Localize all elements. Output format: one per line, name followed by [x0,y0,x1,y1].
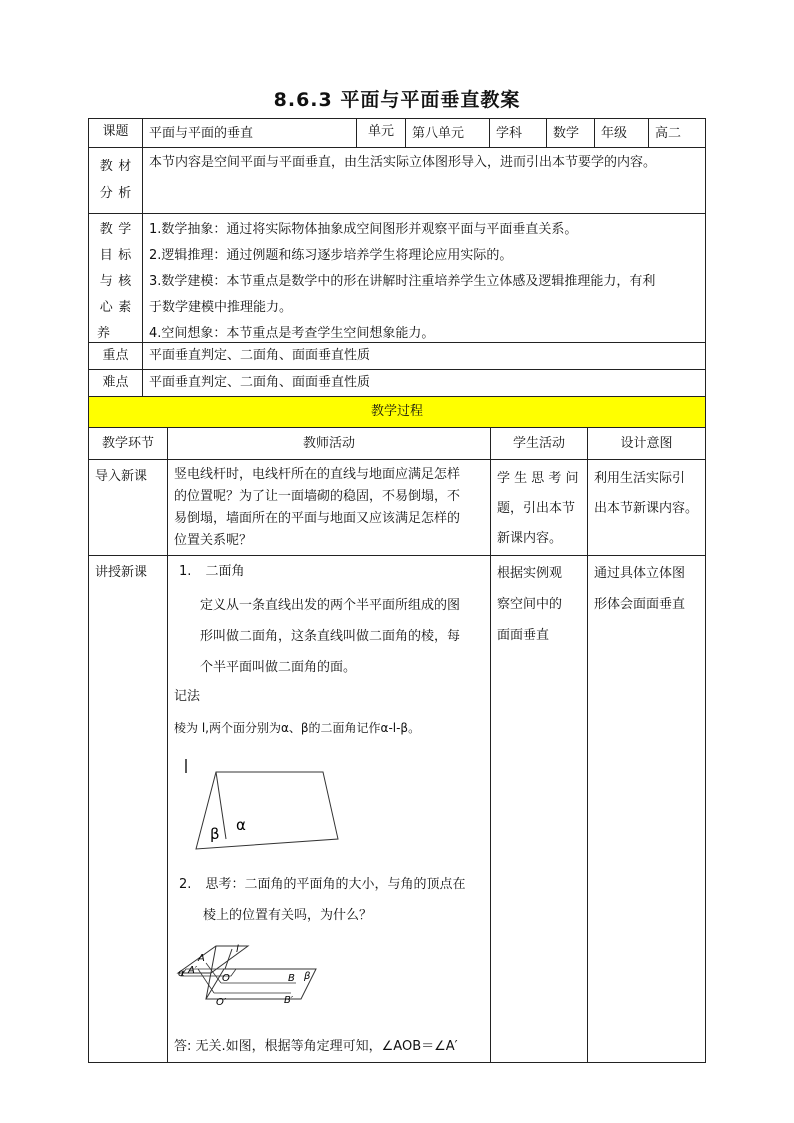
label-char: 析 [118,185,132,201]
goals-label [88,213,143,343]
unit-label: 单元 [356,118,406,148]
a-label: A [198,953,205,964]
beta-label: β [210,825,220,843]
item-title: 二面角 [205,564,245,579]
text-line: 根据实例观 [497,566,563,581]
header-student: 学生活动 [490,427,588,460]
alpha-label: α [236,816,246,834]
text-line: 利用生活实际引 [594,471,686,486]
goal-line: 4.空间想象：本节重点是考查学生空间想象能力。 [149,326,435,341]
goal-line: 3.数学建模：本节重点是数学中的形在讲解时注重培养学生立体感及逻辑推理能力，有利 [149,274,656,289]
label-char: 教 [99,159,113,174]
difficulties-label: 难点 [88,369,143,397]
page-title: 8.6.3 平面与平面垂直教案 [273,89,521,111]
lecture-stage: 讲授新课 [88,555,168,1063]
text-line: 学 生 思 考 问 [497,471,579,486]
header-intent: 设计意图 [587,427,706,460]
text-line: 察空间中的 [497,597,563,612]
text-line: 易倒塌，墙面所在的平面与地面又应该满足怎样的 [174,511,461,526]
intro-student [490,459,588,556]
dihedral-figure [178,754,348,854]
text-line: 形叫做二面角，这条直线叫做二面角的棱，每 [200,629,461,644]
text-line: 面面垂直 [497,628,550,643]
key-points-text: 平面垂直判定、二面角、面面垂直性质 [142,342,706,370]
answer-text: 答: 无关.如图，根据等角定理可知，∠AOB＝∠A′ [174,1039,458,1054]
b-label: B [288,973,295,984]
item2-header [179,872,466,898]
label-char: 核 [118,274,132,289]
label-char: 与 [99,274,113,289]
text-line: 出本节新课内容。 [594,501,699,516]
a-prime-label: A′ [188,965,198,976]
alpha-label: α [178,968,185,979]
analysis-label [88,147,143,214]
lecture-teacher [167,555,491,1063]
plane-angle-figure [176,941,326,1011]
grade-label: 年级 [594,118,649,148]
notation-text: 棱为 l,两个面分别为α、β的二面角记作α-l-β。 [174,721,421,735]
o-prime-label: O′ [216,997,227,1008]
text-line: 思考：二面角的平面角的大小，与角的顶点在 [205,877,466,892]
header-teacher: 教师活动 [167,427,491,460]
goal-line: 2.逻辑推理：通过例题和练习逐步培养学生将理论应用实际的。 [149,248,513,263]
label-char: 材 [118,159,132,174]
key-points-label: 重点 [88,342,143,370]
text-line: 形体会面面垂直 [594,597,686,612]
o-label: O [222,973,230,984]
lecture-intent [587,555,706,1063]
grade-value: 高二 [648,118,706,148]
goal-line: 于数学建模中推理能力。 [149,300,293,315]
topic-value: 平面与平面的垂直 [142,118,357,148]
intro-teacher [167,459,491,556]
l-label: l [236,944,239,955]
label-char: 素 [118,300,132,315]
label-char: 教 [99,222,113,237]
difficulties-text: 平面垂直判定、二面角、面面垂直性质 [142,369,706,397]
b-prime-label: B′ [284,995,294,1006]
notation-title: 记法 [174,689,201,704]
label-char: 分 [99,185,113,201]
process-title: 教学过程 [88,396,706,428]
lecture-student [490,555,588,1063]
item-number: 1. [179,564,192,579]
text-line: 棱上的位置有关吗，为什么？ [203,908,373,923]
intro-stage: 导入新课 [88,459,168,556]
analysis-text: 本节内容是空间平面与平面垂直，由生活实际立体图形导入，进而引出本节要学的内容。 [142,147,706,214]
subject-label: 学科 [489,118,547,148]
text-line: 的位置呢？为了让一面墙砌的稳固，不易倒塌，不 [174,489,461,504]
goal-line: 1.数学抽象：通过将实际物体抽象成空间图形并观察平面与平面垂直关系。 [149,222,578,237]
text-line: 通过具体立体图 [594,566,686,581]
text-line: 定义从一条直线出发的两个半平面所组成的图 [200,598,461,613]
label-char: 目 [99,248,113,263]
text-line: 个半平面叫做二面角的面。 [200,660,357,675]
topic-label: 课题 [88,118,143,148]
label-char: 标 [118,248,132,263]
label-char: 学 [118,222,132,237]
item-number: 2. [179,877,192,892]
text-line: 竖电线杆时，电线杆所在的直线与地面应满足怎样 [174,467,461,482]
subject-value: 数学 [546,118,595,148]
label-char: 养 [97,326,111,341]
text-line: 题，引出本节 [497,501,576,516]
definition [200,590,460,683]
unit-value: 第八单元 [405,118,490,148]
text-line: 位置关系呢？ [174,533,253,548]
beta-label: β [304,971,311,982]
goals-text [142,213,706,343]
text-line: 新课内容。 [497,531,563,546]
header-stage: 教学环节 [88,427,168,460]
intro-intent [587,459,706,556]
label-char: 心 [99,300,113,315]
